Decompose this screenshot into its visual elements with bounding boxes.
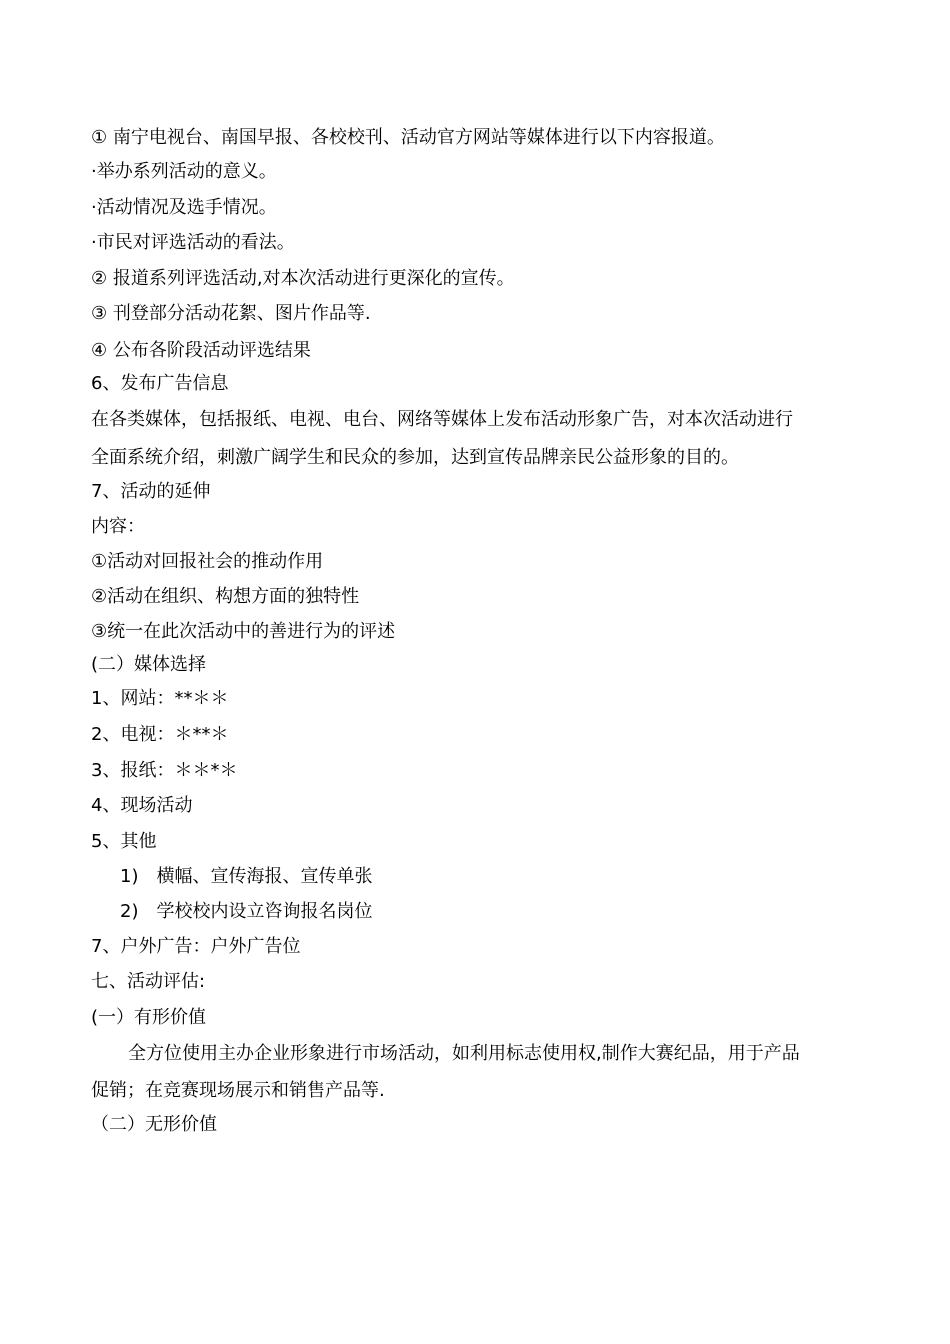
section-heading: (二）媒体选择 <box>91 654 207 675</box>
text-line: ① 南宁电视台、南国早报、各校校刊、活动官方网站等媒体进行以下内容报道。 <box>91 127 725 148</box>
text-line: ·举办系列活动的意义。 <box>91 161 277 182</box>
paragraph-line: 在各类媒体，包括报纸、电视、电台、网络等媒体上发布活动形象广告，对本次活动进行 <box>91 409 793 430</box>
section-heading: （二）无形价值 <box>91 1114 217 1135</box>
list-item: 2、电视：＊**＊ <box>91 724 229 745</box>
section-heading: 6、发布广告信息 <box>91 373 229 394</box>
text-line: ①活动对回报社会的推动作用 <box>91 551 324 572</box>
text-line: 内容： <box>91 516 145 537</box>
text-line: ·市民对评选活动的看法。 <box>91 232 295 253</box>
text-line: ③统一在此次活动中的善进行为的评述 <box>91 621 396 642</box>
section-heading: 七、活动评估: <box>91 971 206 992</box>
list-item: 5、其他 <box>91 831 157 852</box>
list-item: 3、报纸：＊＊*＊ <box>91 760 238 781</box>
section-heading: 7、活动的延伸 <box>91 481 211 502</box>
list-item: 4、现场活动 <box>91 795 193 816</box>
section-heading: (一）有形价值 <box>91 1007 207 1028</box>
text-line: ②活动在组织、构想方面的独特性 <box>91 586 360 607</box>
text-line: ② 报道系列评选活动,对本次活动进行更深化的宣传。 <box>91 268 515 289</box>
text-line: ·活动情况及选手情况。 <box>91 197 277 218</box>
text-line: ③ 刊登部分活动花絮、图片作品等. <box>91 303 371 324</box>
sub-list-item: 2) 学校校内设立咨询报名岗位 <box>120 901 373 922</box>
paragraph-line: 全面系统介绍，刺激广阔学生和民众的参加，达到宣传品牌亲民公益形象的目的。 <box>91 447 739 468</box>
sub-list-item: 1) 横幅、宣传海报、宣传单张 <box>120 866 373 887</box>
list-item: 1、网站：**＊＊ <box>91 688 229 709</box>
text-line: ④ 公布各阶段活动评选结果 <box>91 340 311 361</box>
paragraph-line: 促销；在竞赛现场展示和销售产品等. <box>91 1080 385 1101</box>
paragraph-line: 全方位使用主办企业形象进行市场活动，如利用标志使用权,制作大赛纪品，用于产品 <box>128 1043 800 1064</box>
list-item: 7、户外广告：户外广告位 <box>91 936 301 957</box>
